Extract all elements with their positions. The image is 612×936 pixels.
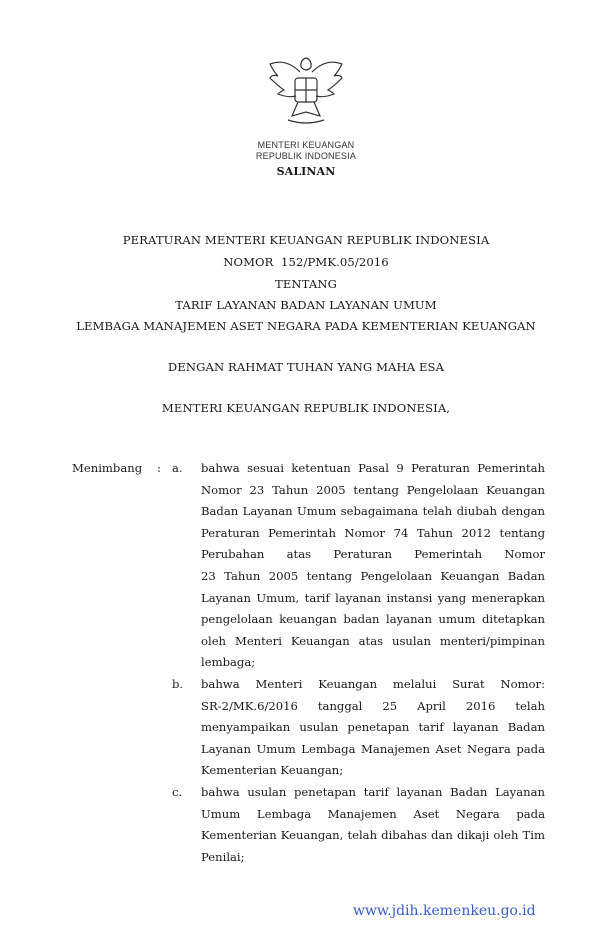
title-line: PERATURAN MENTERI KEUANGAN REPUBLIK INDONESIA xyxy=(122,233,490,247)
title-number: NOMOR 152/PMK.05/2016 xyxy=(223,255,389,269)
item-text-line: bahwa usulan penetapan tarif layanan Badan Layanan xyxy=(201,785,545,799)
considering-colon: : xyxy=(157,461,161,475)
invocation: DENGAN RAHMAT TUHAN YANG MAHA ESA xyxy=(167,360,445,374)
item-marker: b. xyxy=(172,677,184,691)
item-text-line: Kementerian Keuangan; xyxy=(201,763,344,778)
considering-label: Menimbang xyxy=(72,461,143,475)
letterhead-line-2: REPUBLIK INDONESIA xyxy=(255,151,357,161)
footer-url-link[interactable]: www.jdih.kemenkeu.go.id xyxy=(353,903,536,919)
item-text-line: oleh Menteri Keuangan atas usulan menteri/pimpinan xyxy=(201,633,545,648)
item-text-line: Nomor 23 Tahun 2005 tentang Pengelolaan Keuangan xyxy=(201,482,545,497)
garuda-emblem-icon xyxy=(266,52,346,132)
item-text-line: bahwa sesuai ketentuan Pasal 9 Peraturan Pemerintah xyxy=(201,461,545,475)
item-text-line: Penilai; xyxy=(201,849,245,864)
item-text-line: menyampaikan usulan penetapan tarif layanan Badan xyxy=(201,720,545,735)
salinan-stamp: SALINAN xyxy=(276,165,336,178)
item-text-line: Perubahan atas Peraturan Pemerintah Nomor xyxy=(201,547,545,562)
letterhead-line-1: MENTERI KEUANGAN xyxy=(257,140,355,150)
item-text-line: Umum Lembaga Manajemen Aset Negara pada xyxy=(201,806,545,821)
item-marker: a. xyxy=(172,461,183,475)
title-line: TARIF LAYANAN BADAN LAYANAN UMUM xyxy=(175,298,437,312)
item-text-line: Layanan Umum, tarif layanan instansi yang menerapkan xyxy=(201,590,545,605)
item-text-line: Layanan Umum Lembaga Manajemen Aset Negara pada xyxy=(201,741,545,756)
item-text-line: 23 Tahun 2005 tentang Pengelolaan Keuangan Badan xyxy=(201,569,545,583)
item-text-line: Peraturan Pemerintah Nomor 74 Tahun 2012 tentang xyxy=(201,525,545,540)
item-marker: c. xyxy=(172,785,183,799)
item-text-line: lembaga; xyxy=(201,655,256,670)
title-line: LEMBAGA MANAJEMEN ASET NEGARA PADA KEMENTERIAN KEUANGAN xyxy=(76,319,536,333)
authority: MENTERI KEUANGAN REPUBLIK INDONESIA, xyxy=(161,401,451,415)
item-text-line: Kementerian Keuangan, telah dibahas dan dikaji oleh Tim xyxy=(201,828,545,843)
title-line: TENTANG xyxy=(275,277,337,291)
item-text-line: SR-2/MK.6/2016 tanggal 25 April 2016 telah xyxy=(201,698,545,713)
item-text-line: pengelolaan keuangan badan layanan umum ditetapkan xyxy=(201,612,545,627)
item-text-line: Badan Layanan Umum sebagaimana telah diubah dengan xyxy=(201,504,545,519)
item-text-line: bahwa Menteri Keuangan melalui Surat Nomor: xyxy=(201,677,545,691)
